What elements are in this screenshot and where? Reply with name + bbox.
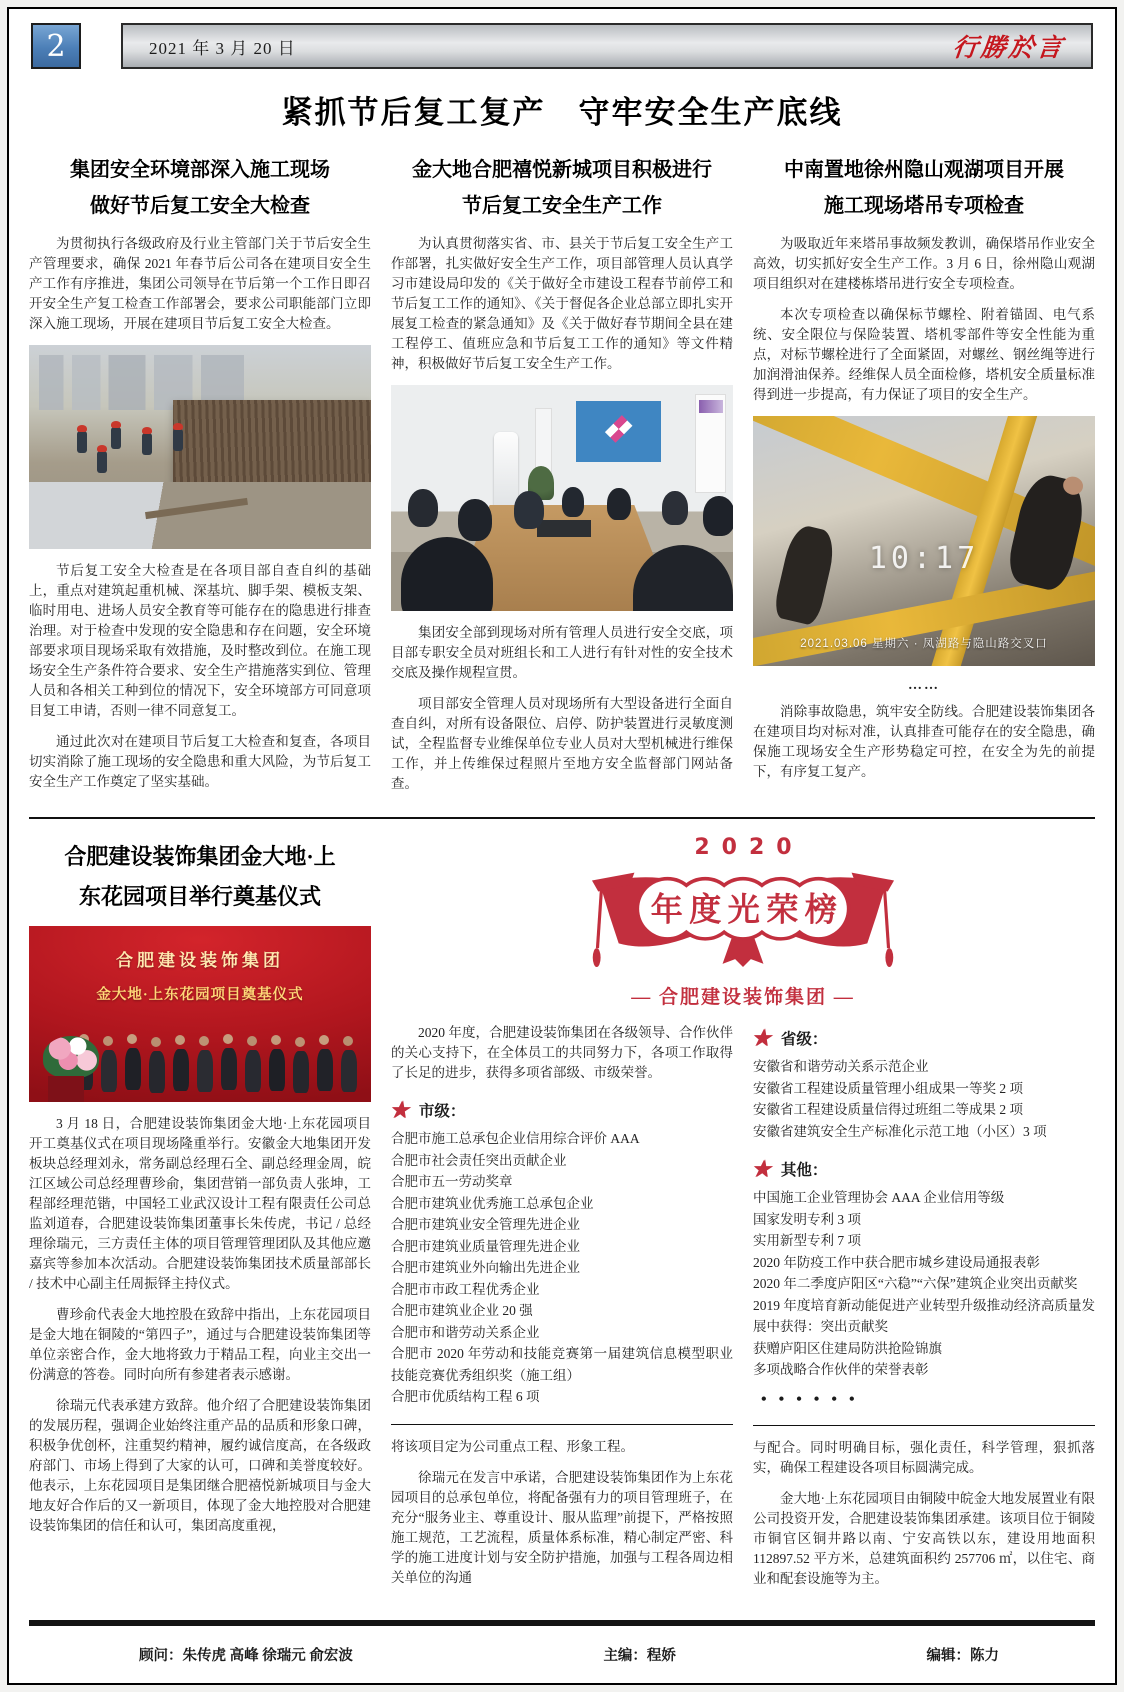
award-item: 合肥市建筑业企业 20 强 xyxy=(391,1303,533,1318)
article-xiyue-newtown xyxy=(391,148,733,805)
more-dots: • • • • • • xyxy=(761,1390,859,1408)
article-paragraph: 3 月 18 日，合肥建设装饰集团金大地·上东花园项目开工奠基仪式在项目现场隆重举行。安徽金大地集团开发板块总经理刘永，常务副总经理石全、副总经理金周，皖江区域公司总经理曹珍俞，集团营销一部负责人张坤，工程部经理范锴，中国轻工业武汉设计工程有限责任公司总监刘道春，合肥建设装饰集团董事长朱传虎，书记 / 总经理徐瑞元，三方责任主体的项目管理管理团队及其他应邀嘉宾等参加本次活动。合肥建设装饰集团技术质量部部长 / 技术中心副主任周振铎主持仪式。 xyxy=(29,1116,371,1292)
photo-tower-crane xyxy=(753,416,1095,666)
article-paragraph: 通过此次对在建项目节后复工大检查和复查，各项目切实消除了施工现场的安全隐患和重大风险，为节后复工安全生产工作奠定了坚实基础。 xyxy=(29,734,371,789)
footer-advisors: 顾问：朱传虎 高峰 徐瑞元 俞宏波 xyxy=(139,1647,353,1664)
award-item: 国家发明专利 3 项 xyxy=(753,1211,861,1227)
award-item: 安徽省工程建设质量管理小组成果一等奖 2 项 xyxy=(753,1080,1023,1096)
wall-poster xyxy=(535,408,552,476)
top-section xyxy=(29,148,1095,805)
ground-concrete xyxy=(29,482,371,549)
award-list-other xyxy=(753,1187,1095,1381)
award-item: 合肥市优质结构工程 6 项 xyxy=(391,1389,540,1404)
honor-roll-banner xyxy=(391,833,1095,1009)
article-groundbreaking xyxy=(29,833,371,1600)
footer-editor: 编辑：陈力 xyxy=(926,1647,999,1664)
banner-title-text: 年度光荣榜 xyxy=(650,891,844,928)
article-paragraph: 为认真贯彻落实省、市、县关于节后复工安全生产工作部署，扎实做好安全生产工作，项目部管理人员认真学习市建设局印发的《关于做好全市建设工程春节前停工和节后复工工作的通知》、《关于督促各企业总部立即扎实开展复工检查的紧急通知》及《关于做好春节期间全县在建工程停工、值班应急和节后复工工作的通知》等文件精神，积极做好节后复工安全生产工作。 xyxy=(391,236,733,371)
award-item: 合肥市市政工程优秀企业 xyxy=(391,1281,540,1297)
award-item: 合肥市建筑业质量管理先进企业 xyxy=(391,1238,580,1254)
award-item: 合肥市五一劳动奖章 xyxy=(391,1174,513,1189)
honor-roll-city-column xyxy=(388,1009,733,1600)
podium xyxy=(48,1076,84,1102)
photo-construction-site xyxy=(29,345,371,549)
article-title xyxy=(29,152,371,224)
award-item: 合肥市和谐劳动关系企业 xyxy=(391,1324,540,1340)
award-item: 合肥市 2020 年劳动和技能竞赛第一届建筑信息模型职业技能竞赛优秀组织奖（施工组） xyxy=(391,1346,733,1383)
award-item: 实用新型专利 7 项 xyxy=(753,1233,861,1248)
honors-intro: 2020 年度，合肥建设装饰集团在各级领导、合作伙伴的关心支持下，在全体员工的共同努力下，各项工作取得了长足的进步，获得多项省部级、市级荣誉。 xyxy=(391,1025,733,1080)
date-bar xyxy=(121,23,1093,69)
article-title xyxy=(753,152,1095,224)
award-list-province xyxy=(753,1056,1095,1142)
column-divider xyxy=(753,1425,1095,1426)
worker-figure xyxy=(142,433,152,455)
glory-banner-graphic xyxy=(533,860,953,978)
air-conditioner xyxy=(494,432,518,511)
photo-groundbreaking-ceremony xyxy=(29,926,371,1102)
bottom-section xyxy=(29,833,1095,1600)
award-section-label: 省级： xyxy=(780,1031,828,1048)
article-title-line1: 合肥建设装饰集团金大地·上 xyxy=(64,844,336,869)
award-item: 多项战略合作伙伴的荣誉表彰 xyxy=(753,1362,929,1377)
award-item: 合肥市建筑业优秀施工总承包企业 xyxy=(391,1195,594,1211)
award-section-label: 其他： xyxy=(780,1162,828,1179)
award-item: 安徽省和谐劳动关系示范企业 xyxy=(753,1059,929,1074)
company-sign xyxy=(576,401,662,462)
page-number: 2 xyxy=(31,23,81,69)
award-item: 安徽省建筑安全生产标准化示范工地（小区）3 项 xyxy=(753,1123,1047,1139)
masthead-slogan: 行勝於言 xyxy=(951,33,1067,62)
footer-chief-editor: 主编：程娇 xyxy=(603,1647,676,1664)
worker-figure xyxy=(77,431,87,453)
worker-figure xyxy=(173,429,183,451)
award-item: 合肥市建筑业外向输出先进企业 xyxy=(391,1260,580,1275)
photo-caption: 2021.03.06 星期六 · 凤湖路与隐山路交叉口 xyxy=(800,638,1048,650)
meeting-attendees xyxy=(408,489,438,527)
award-item: 安徽省工程建设质量信得过班组二等成果 2 项 xyxy=(753,1102,1023,1117)
award-item: 合肥市社会责任突出贡献企业 xyxy=(391,1152,567,1168)
worker-figure xyxy=(111,427,121,449)
issue-date: 2021 年 3 月 20 日 xyxy=(149,38,296,58)
rebar-wall xyxy=(173,400,371,484)
award-section-other xyxy=(750,1156,1095,1181)
newspaper-page xyxy=(7,7,1117,1685)
ellipsis: …… xyxy=(908,678,940,693)
article-safety-inspection xyxy=(29,148,371,805)
award-section-province xyxy=(750,1025,1095,1050)
article-paragraph: 徐瑞元代表承建方致辞。他介绍了合肥建设装饰集团的发展历程，强调企业始终注重产品的品质和形象口碑，积极争优创杯，注重契约精神，履约诚信度高，在各级政府部门、市场上得到了大家的认可，口碑和美誉度较好。他表示，上东花园项目是集团继合肥禧悦新城项目与金大地友好合作后的又一新项目，体现了金大地控股对合肥建设装饰集团的信任和认可，集团高度重视， xyxy=(29,1398,371,1534)
article-paragraph: 为吸取近年来塔吊事故频发教训，确保塔吊作业安全高效，切实抓好安全生产工作。3 月 6 日，徐州隐山观湖项目组织对在建楼栋塔吊进行安全专项检查。 xyxy=(753,236,1095,291)
article-paragraph: 消除事故隐患，筑牢安全防线。合肥建设装饰集团各在建项目均对标对准，认真排查可能存在的安全隐患，确保施工现场安全生产形势稳定可控，在安全为先的前提下，有序复工复产。 xyxy=(753,704,1095,779)
star-icon: ★ xyxy=(750,1025,775,1050)
article-title-line2: 东花园项目举行奠基仪式 xyxy=(78,883,321,909)
award-item: 2020 年二季度庐阳区“六稳”“六保”建筑企业突出贡献奖 xyxy=(753,1276,1078,1291)
article-title-line1: 中南置地徐州隐山观湖项目开展 xyxy=(784,159,1064,181)
worker-figure xyxy=(97,451,107,473)
page-footer xyxy=(29,1620,1095,1673)
footer-credits xyxy=(29,1626,1095,1673)
main-headline: 紧抓节后复工复产 守牢安全生产底线 xyxy=(281,95,843,130)
banner-organization: — 合肥建设装饰集团 — xyxy=(631,987,855,1008)
article-paragraph: 曹珍俞代表金大地控股在致辞中指出，上东花园项目是金大地在铜陵的“第四子”，通过与合肥建设装饰集团等单位亲密合作，金大地将致力于精品工程，向业主交出一份满意的答卷。同时向所有参建者表示感谢。 xyxy=(29,1307,371,1383)
article-title-line2: 做好节后复工安全大检查 xyxy=(90,195,310,217)
column-divider xyxy=(391,1424,733,1425)
stage-banner-line1: 合肥建设装饰集团 xyxy=(116,950,284,970)
star-icon: ★ xyxy=(750,1156,775,1181)
section-divider xyxy=(29,817,1095,819)
star-icon: ★ xyxy=(388,1097,413,1122)
flower-bouquet xyxy=(43,1036,99,1078)
article-title-line2: 节后复工安全生产工作 xyxy=(462,195,662,217)
article-title-line1: 金大地合肥禧悦新城项目积极进行 xyxy=(412,159,712,181)
article-paragraph: 节后复工安全大检查是在各项目部自查自纠的基础上，重点对建筑起重机械、深基坑、脚手架、模板支架、临时用电、进场人员安全教育等可能存在的隐患进行排查治理。对于检查中发现的安全隐患和存在问题，安全环境部要求项目现场采取有效措施，及时整改到位。在施工现场安全生产条件符合要求、安全生产措施落实到位、管理人员和各相关工种到位的情况下，安全环境部方可同意项目复工申请，否则一律不同意复工。 xyxy=(29,563,371,718)
photo-safety-meeting xyxy=(391,385,733,611)
award-list-city xyxy=(391,1128,733,1408)
honor-roll-province-column xyxy=(750,1009,1095,1600)
wall-chart xyxy=(695,394,726,493)
article-tower-crane-check xyxy=(753,148,1095,805)
award-section-city xyxy=(388,1097,733,1122)
article-paragraph: 金大地·上东花园项目由铜陵中皖金大地发展置业有限公司投资开发，合肥建设装饰集团承建。该项目位于铜陵市铜官区铜井路以南、宁安高铁以东，建设用地面积 112897.52 平方米，总建筑面积约 257706 ㎡，以住宅、商业和配套设施等为主。 xyxy=(753,1490,1095,1586)
stage-banner-line2: 金大地·上东花园项目奠基仪式 xyxy=(96,986,304,1003)
photo-timestamp: 10:17 xyxy=(868,541,980,576)
article-title xyxy=(29,837,371,916)
article-title xyxy=(391,152,733,224)
article-paragraph: 项目部安全管理人员对现场所有大型设备进行全面自查自纠，对所有设备限位、启停、防护装置进行灵敏度测试，全程监督专业维保单位专业人员对大型机械进行维保工作，并上传维保过程照片至地方安全监督部门网站备查。 xyxy=(391,696,733,791)
award-item: 2020 年防疫工作中获合肥市城乡建设局通报表彰 xyxy=(753,1254,1040,1270)
award-item: 获赠庐阳区住建局防洪抢险锦旗 xyxy=(753,1340,942,1356)
article-paragraph: 徐瑞元在发言中承诺，合肥建设装饰集团作为上东花园项目的总承包单位，将配备强有力的项目管理班子，在充分“服务业主、尊重设计、服从监理”前提下，严格按照施工规范，工艺流程，质量体系标准，精心制定严密、科学的施工进度计划与安全防护措施，加强与工程各周边相关单位的沟通 xyxy=(391,1469,733,1585)
potted-plant xyxy=(528,466,554,500)
article-paragraph: 与配合。同时明确目标，强化责任，科学管理，狠抓落实，确保工程建设各项目标圆满完成。 xyxy=(753,1439,1095,1475)
masthead xyxy=(31,23,1093,69)
article-paragraph: 为贯彻执行各级政府及行业主管部门关于节后安全生产管理要求，确保 2021 年春节后公司各在建项目安全生产工作有序推进，集团公司领导在节后第一个工作日即召开安全生产复工检查工作部署会，要求公司职能部门立即深入施工现场，开展在建项目节后复工安全大检查。 xyxy=(29,236,371,331)
article-title-line1: 集团安全环境部深入施工现场 xyxy=(70,159,330,181)
award-section-label: 市级： xyxy=(418,1103,466,1120)
award-item: 合肥市建筑业安全管理先进企业 xyxy=(391,1217,580,1232)
award-item: 合肥市施工总承包企业信用综合评价 AAA xyxy=(391,1131,640,1146)
article-title-line2: 施工现场塔吊专项检查 xyxy=(824,195,1024,217)
article-paragraph: 本次专项检查以确保标节螺栓、附着锚固、电气系统、安全限位与保险装置、塔机零部件等安全性能为重点，对标节螺栓进行了全面紧固，对螺丝、钢丝绳等进行加润滑油保养。经维保人员全面检修，塔机安全质量标准得到进一步提高，有力保证了项目的安全生产。 xyxy=(753,307,1095,402)
article-paragraph: 将该项目定为公司重点工程、形象工程。 xyxy=(391,1438,634,1454)
banner-year: 2020 xyxy=(694,835,804,860)
award-item: 中国施工企业管理协会 AAA 企业信用等级 xyxy=(753,1190,1005,1205)
article-paragraph: 集团安全部到现场对所有管理人员进行安全交底，项目部专职安全员对班组长和工人进行有针对性的安全技术交底及操作规程宣贯。 xyxy=(391,625,733,680)
award-item: 2019 年度培育新动能促进产业转型升级推动经济高质量发展中获得：突出贡献奖 xyxy=(753,1297,1095,1334)
